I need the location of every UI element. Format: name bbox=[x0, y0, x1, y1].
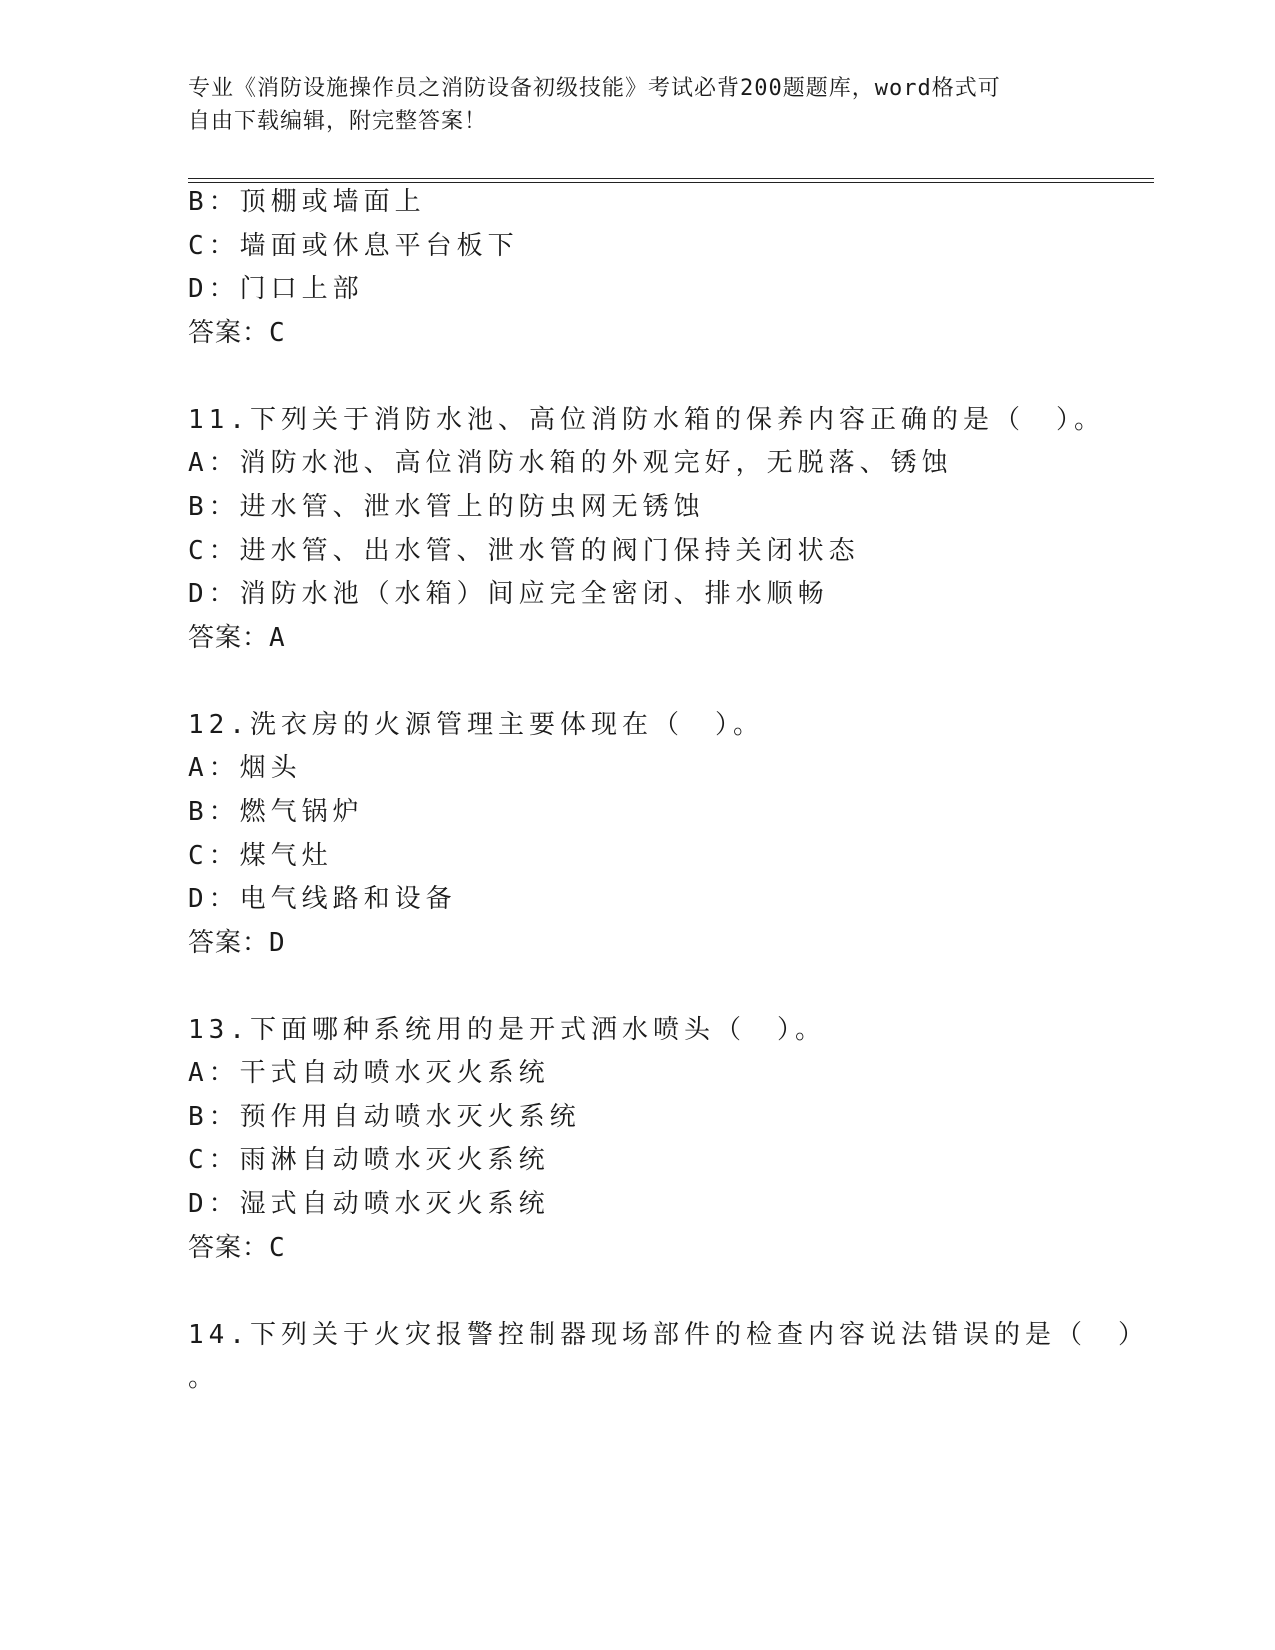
header-line-2: 自由下载编辑，附完整答案！ bbox=[188, 109, 488, 134]
header-divider bbox=[188, 178, 1154, 183]
q10-option-d: D：门口上部 bbox=[188, 274, 364, 304]
q12-option-b: B：燃气锅炉 bbox=[188, 797, 364, 827]
q11-option-a: A：消防水池、高位消防水箱的外观完好，无脱落、锈蚀 bbox=[188, 448, 953, 478]
q10-answer: 答案：C bbox=[188, 318, 286, 348]
q13-stem: 13.下面哪种系统用的是开式洒水喷头（ ）。 bbox=[188, 1015, 826, 1045]
q11-option-d: D：消防水池（水箱）间应完全密闭、排水顺畅 bbox=[188, 579, 829, 609]
q12-option-d: D：电气线路和设备 bbox=[188, 884, 457, 914]
q12-stem: 12.洗衣房的火源管理主要体现在（ ）。 bbox=[188, 710, 764, 740]
q14-stem: 14.下列关于火灾报警控制器现场部件的检查内容说法错误的是（ ） bbox=[188, 1320, 1149, 1350]
q14-stem-continuation: 。 bbox=[188, 1363, 220, 1393]
q10-option-b: B：顶棚或墙面上 bbox=[188, 187, 426, 217]
q12-option-c: C：煤气灶 bbox=[188, 841, 333, 871]
header-line-1: 专业《消防设施操作员之消防设备初级技能》考试必背200题题库，word格式可 bbox=[188, 76, 1001, 101]
q13-option-c: C：雨淋自动喷水灭火系统 bbox=[188, 1145, 550, 1175]
q11-stem: 11.下列关于消防水池、高位消防水箱的保养内容正确的是（ ）。 bbox=[188, 405, 1105, 435]
q13-answer: 答案：C bbox=[188, 1233, 286, 1263]
document-header bbox=[188, 72, 1068, 138]
q13-option-a: A：干式自动喷水灭火系统 bbox=[188, 1058, 550, 1088]
q12-answer: 答案：D bbox=[188, 928, 286, 958]
q11-option-c: C：进水管、出水管、泄水管的阀门保持关闭状态 bbox=[188, 536, 860, 566]
q13-option-b: B：预作用自动喷水灭火系统 bbox=[188, 1102, 581, 1132]
q11-option-b: B：进水管、泄水管上的防虫网无锈蚀 bbox=[188, 492, 705, 522]
q12-option-a: A：烟头 bbox=[188, 753, 302, 783]
q11-answer: 答案：A bbox=[188, 623, 286, 653]
q13-option-d: D：湿式自动喷水灭火系统 bbox=[188, 1189, 550, 1219]
q10-option-c: C：墙面或休息平台板下 bbox=[188, 231, 519, 261]
